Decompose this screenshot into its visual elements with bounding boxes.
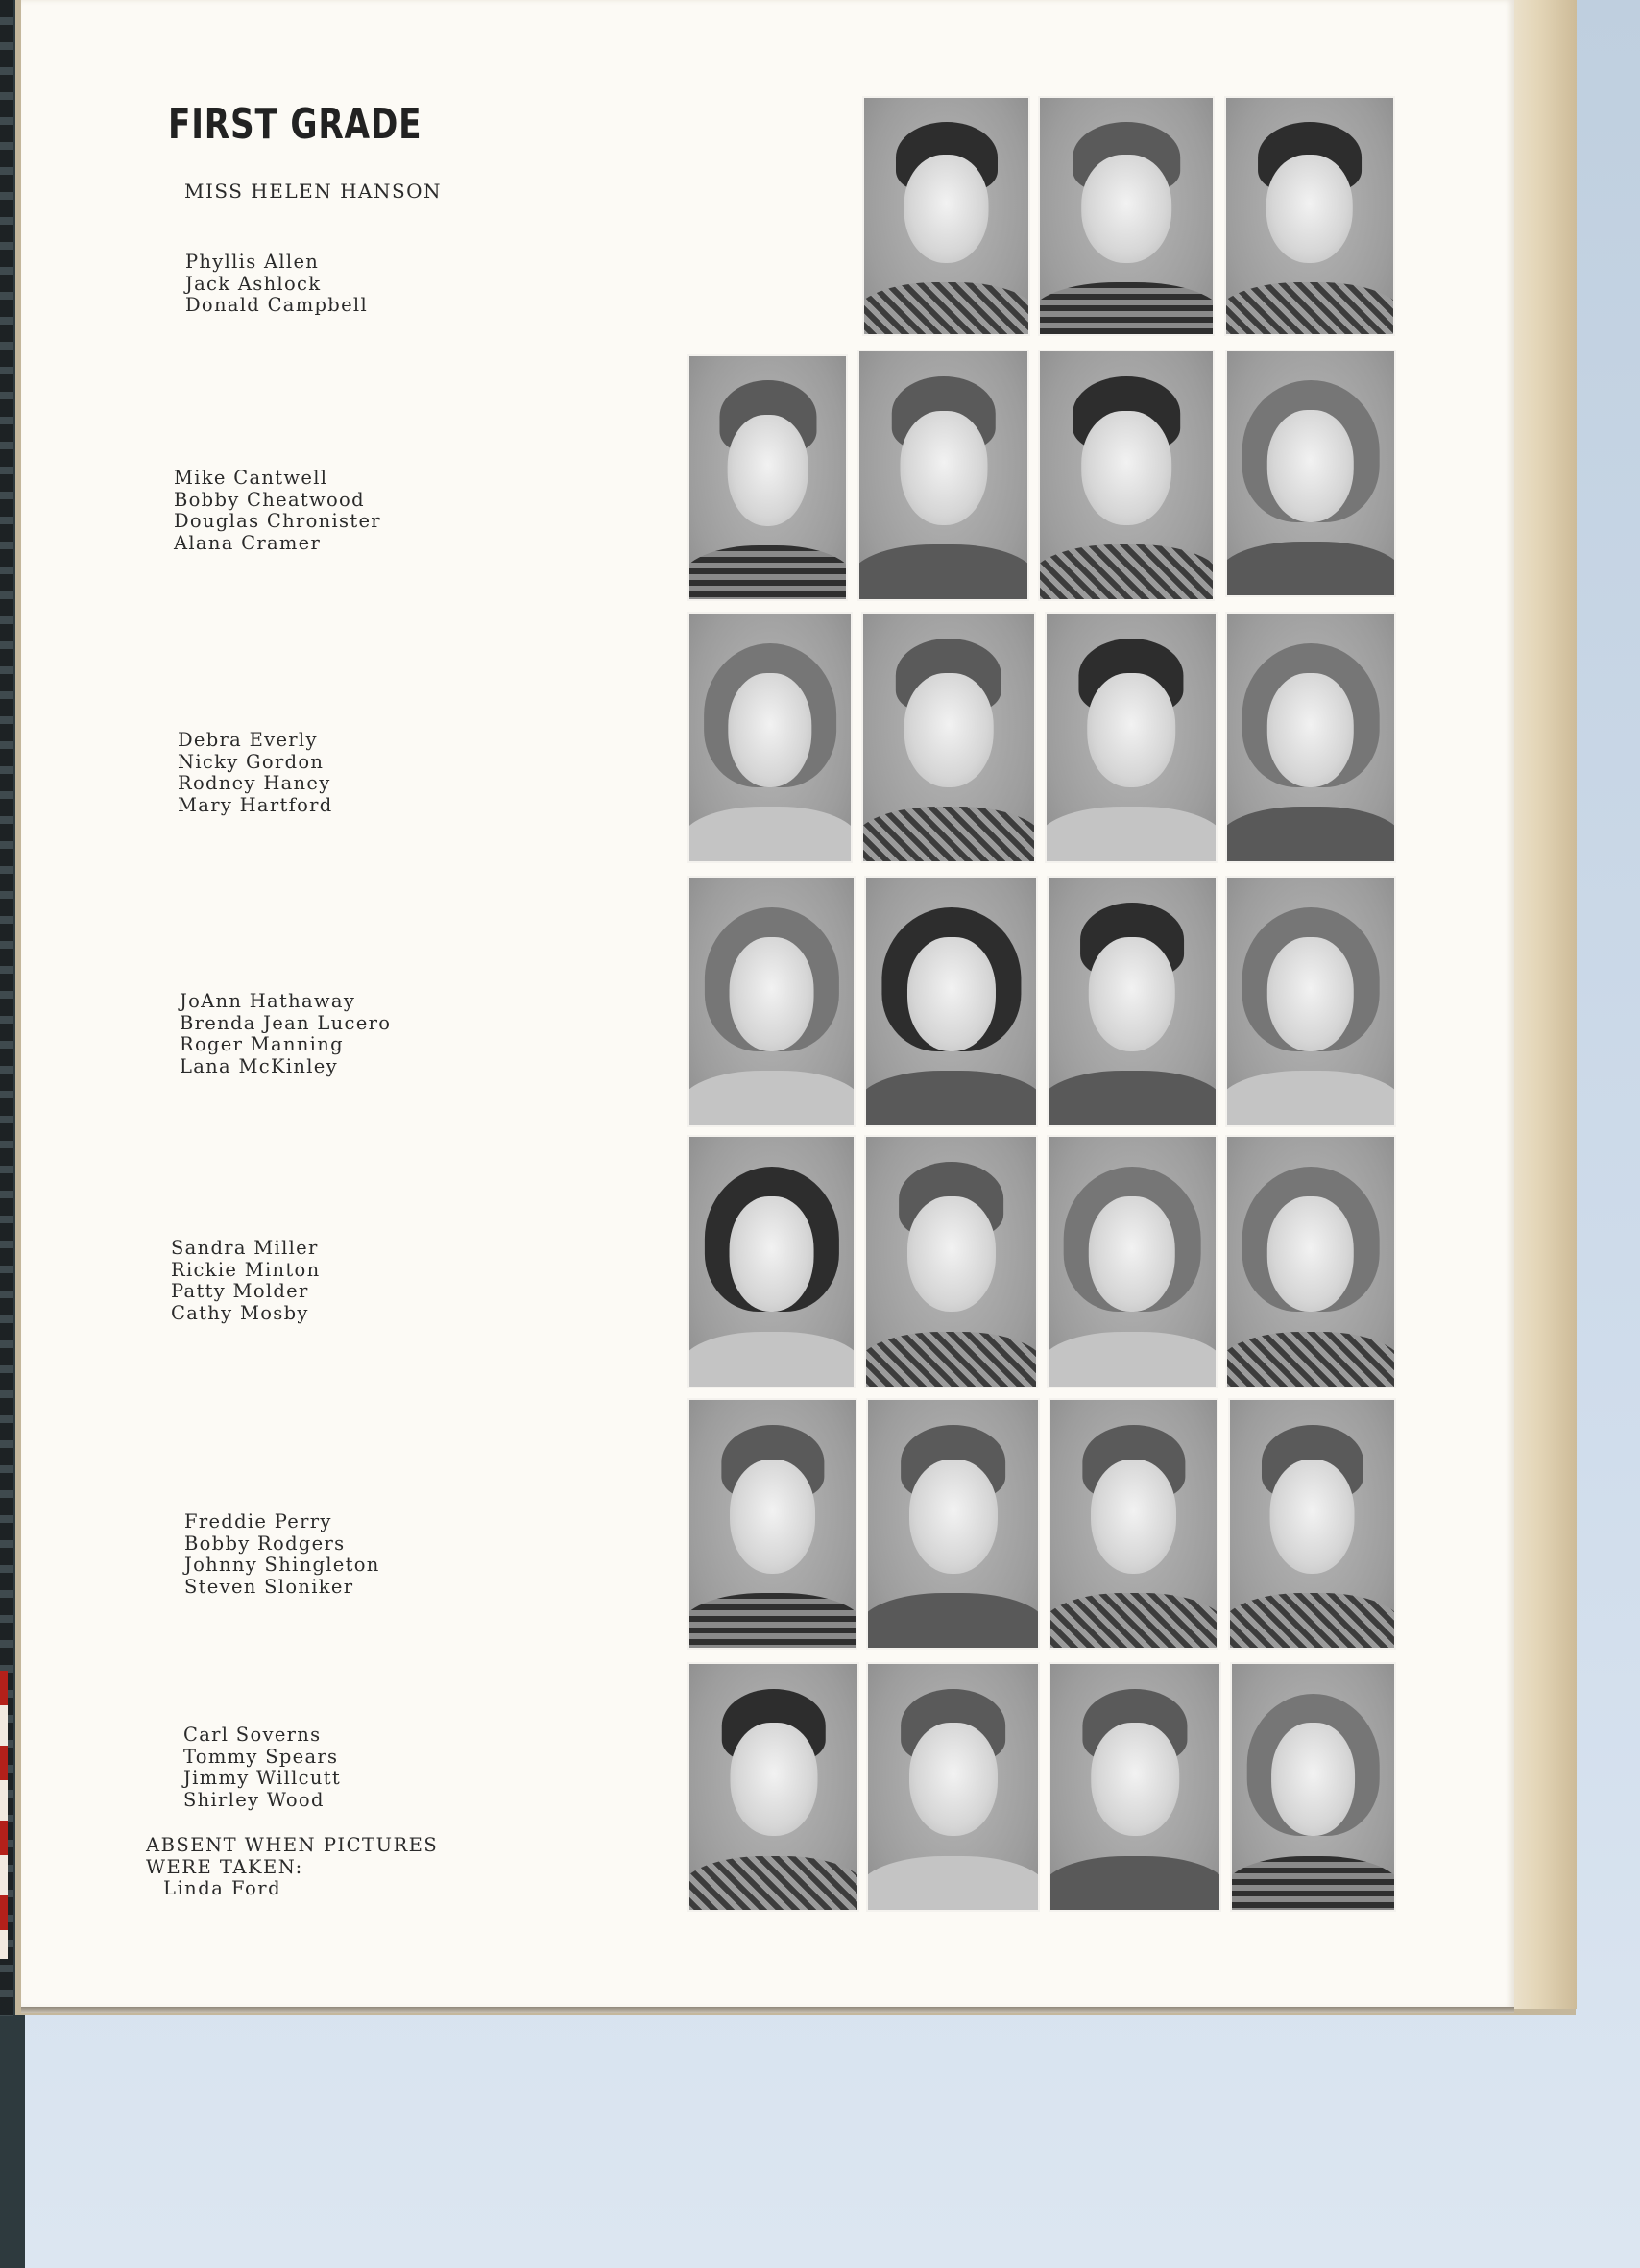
student-portrait (1230, 1662, 1396, 1912)
student-name: Carl Soverns (183, 1724, 322, 1746)
teacher-name: MISS HELEN HANSON (184, 180, 443, 203)
page-bottom-edge (21, 2007, 1514, 2013)
student-portrait (866, 1398, 1040, 1650)
student-portrait (1225, 876, 1396, 1127)
student-portrait (861, 612, 1036, 863)
absent-heading-line-1: ABSENT WHEN PICTURES (146, 1834, 439, 1856)
student-portrait (687, 1398, 857, 1650)
absent-note (146, 1835, 438, 1900)
student-portrait (1228, 1398, 1396, 1650)
student-portrait (1049, 1662, 1221, 1912)
student-portrait (1049, 1398, 1218, 1650)
student-name: Nicky Gordon (178, 750, 325, 773)
student-portrait (1225, 350, 1396, 597)
student-name: JoAnn Hathaway (180, 990, 356, 1012)
student-name: Phyllis Allen (185, 251, 320, 273)
student-name: Bobby Cheatwood (174, 488, 365, 511)
name-list-row-6 (184, 1511, 380, 1599)
page-title: FIRST GRADE (168, 100, 422, 149)
student-name: Alana Cramer (174, 532, 322, 555)
student-name: Lana McKinley (180, 1055, 338, 1078)
student-portrait (1047, 1135, 1218, 1388)
student-portrait (864, 1135, 1038, 1388)
student-portrait (687, 1135, 856, 1388)
name-list-row-2 (174, 468, 381, 555)
student-portrait (1045, 612, 1218, 863)
student-name: Mary Hartford (178, 794, 333, 817)
student-name: Donald Campbell (185, 294, 368, 317)
student-name: Bobby Rodgers (184, 1532, 346, 1555)
student-name: Douglas Chronister (174, 510, 381, 533)
student-name: Debra Everly (178, 729, 318, 751)
student-portrait (1224, 96, 1395, 336)
student-name: Steven Sloniker (184, 1576, 354, 1599)
student-portrait (687, 876, 856, 1127)
student-name: Jack Ashlock (185, 272, 322, 295)
absent-student-name: Linda Ford (163, 1877, 282, 1900)
student-name: Mike Cantwell (174, 467, 328, 489)
student-name: Shirley Wood (183, 1789, 325, 1812)
student-name: Brenda Jean Lucero (180, 1011, 392, 1034)
student-portrait (687, 354, 848, 601)
student-portrait (1038, 350, 1215, 601)
name-list-row-3 (178, 730, 333, 817)
student-portrait (1225, 1135, 1396, 1388)
student-portrait (687, 612, 853, 863)
student-name: Jimmy Willcutt (183, 1767, 342, 1790)
student-portrait (1225, 612, 1396, 863)
student-name: Rickie Minton (171, 1258, 321, 1281)
name-list-row-1 (185, 252, 368, 317)
student-portrait (687, 1662, 859, 1912)
student-name: Cathy Mosby (171, 1302, 309, 1325)
name-list-row-7 (183, 1725, 341, 1812)
student-name: Roger Manning (180, 1033, 344, 1056)
student-name: Patty Molder (171, 1280, 309, 1303)
student-portrait (1038, 96, 1215, 336)
student-name: Johnny Shingleton (184, 1554, 380, 1577)
student-portrait (866, 1662, 1040, 1912)
name-list-row-5 (171, 1238, 320, 1325)
name-list-row-4 (180, 991, 391, 1078)
student-portrait (857, 350, 1029, 601)
student-portrait (1047, 876, 1218, 1127)
absent-heading-line-2: WERE TAKEN: (146, 1855, 303, 1878)
student-portrait (862, 96, 1030, 336)
student-name: Tommy Spears (183, 1745, 339, 1768)
student-portrait (864, 876, 1038, 1127)
student-name: Sandra Miller (171, 1237, 319, 1259)
student-name: Rodney Haney (178, 772, 331, 795)
binding-red-marks (0, 1671, 8, 1959)
student-name: Freddie Perry (184, 1510, 332, 1532)
